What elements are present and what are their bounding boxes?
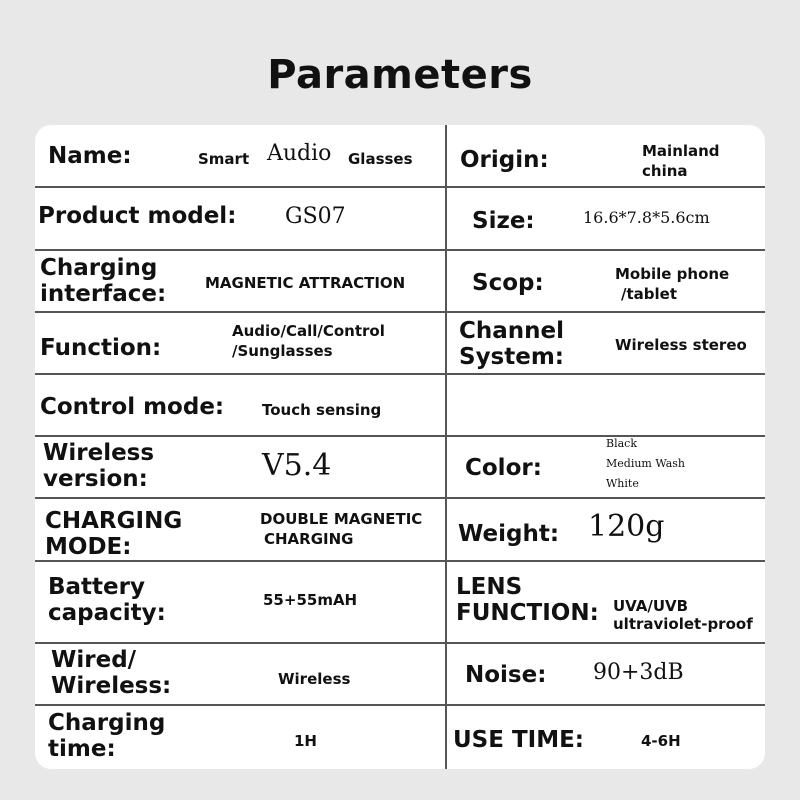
column-divider	[445, 125, 447, 769]
page-title: Parameters	[267, 52, 533, 98]
label-battery-capacity: Battery capacity:	[48, 574, 166, 626]
label-wired-wireless: Wired/ Wireless:	[51, 647, 172, 699]
label-control-mode: Control mode:	[40, 394, 225, 420]
value-battery-capacity: 55+55mAH	[263, 591, 358, 609]
value-name-smart: Smart	[198, 150, 250, 168]
value-name-glasses: Glasses	[348, 150, 413, 168]
label-charging-interface: Charging interface:	[40, 255, 167, 307]
label-wireless-version: Wireless version:	[43, 440, 155, 492]
label-channel-system: Channel System:	[459, 318, 565, 370]
value-noise: 90+3dB	[593, 660, 684, 685]
value-name-audio: Audio	[267, 141, 332, 166]
label-size: Size:	[472, 208, 535, 234]
row-divider	[35, 311, 765, 313]
label-color: Color:	[465, 455, 542, 481]
value-charging-time: 1H	[294, 732, 317, 750]
label-scop: Scop:	[472, 270, 544, 296]
value-color: Black Medium Wash White	[606, 437, 685, 490]
label-noise: Noise:	[465, 662, 547, 688]
value-use-time: 4-6H	[641, 732, 681, 750]
label-function: Function:	[40, 335, 162, 361]
value-size: 16.6*7.8*5.6cm	[583, 208, 710, 227]
value-charging-mode: DOUBLE MAGNETIC CHARGING	[260, 510, 423, 548]
value-wireless-version: V5.4	[262, 448, 332, 483]
value-channel-system: Wireless stereo	[615, 336, 747, 354]
value-weight: 120g	[588, 509, 665, 544]
label-origin: Origin:	[460, 147, 549, 173]
value-origin: Mainland china	[642, 142, 720, 180]
parameters-table	[35, 125, 765, 769]
row-divider	[35, 373, 765, 375]
row-divider	[35, 642, 765, 644]
label-use-time: USE TIME:	[453, 727, 585, 753]
value-control-mode: Touch sensing	[262, 401, 382, 419]
label-name: Name:	[48, 143, 132, 169]
label-charging-time: Charging time:	[48, 710, 166, 762]
row-divider	[35, 186, 765, 188]
label-charging-mode: CHARGING MODE:	[45, 508, 183, 560]
label-weight: Weight:	[458, 521, 560, 547]
label-product-model: Product model:	[38, 203, 237, 229]
row-divider	[35, 497, 765, 499]
row-divider	[35, 249, 765, 251]
value-wired-wireless: Wireless	[278, 670, 351, 688]
value-lens-function: UVA/UVB ultraviolet-proof	[613, 597, 753, 633]
label-lens-function: LENS FUNCTION:	[456, 574, 599, 626]
value-product-model: GS07	[285, 204, 346, 229]
row-divider	[35, 704, 765, 706]
value-charging-interface: MAGNETIC ATTRACTION	[205, 274, 406, 292]
value-function: Audio/Call/Control /Sunglasses	[232, 322, 385, 360]
value-scop: Mobile phone /tablet	[615, 265, 730, 303]
row-divider	[35, 560, 765, 562]
